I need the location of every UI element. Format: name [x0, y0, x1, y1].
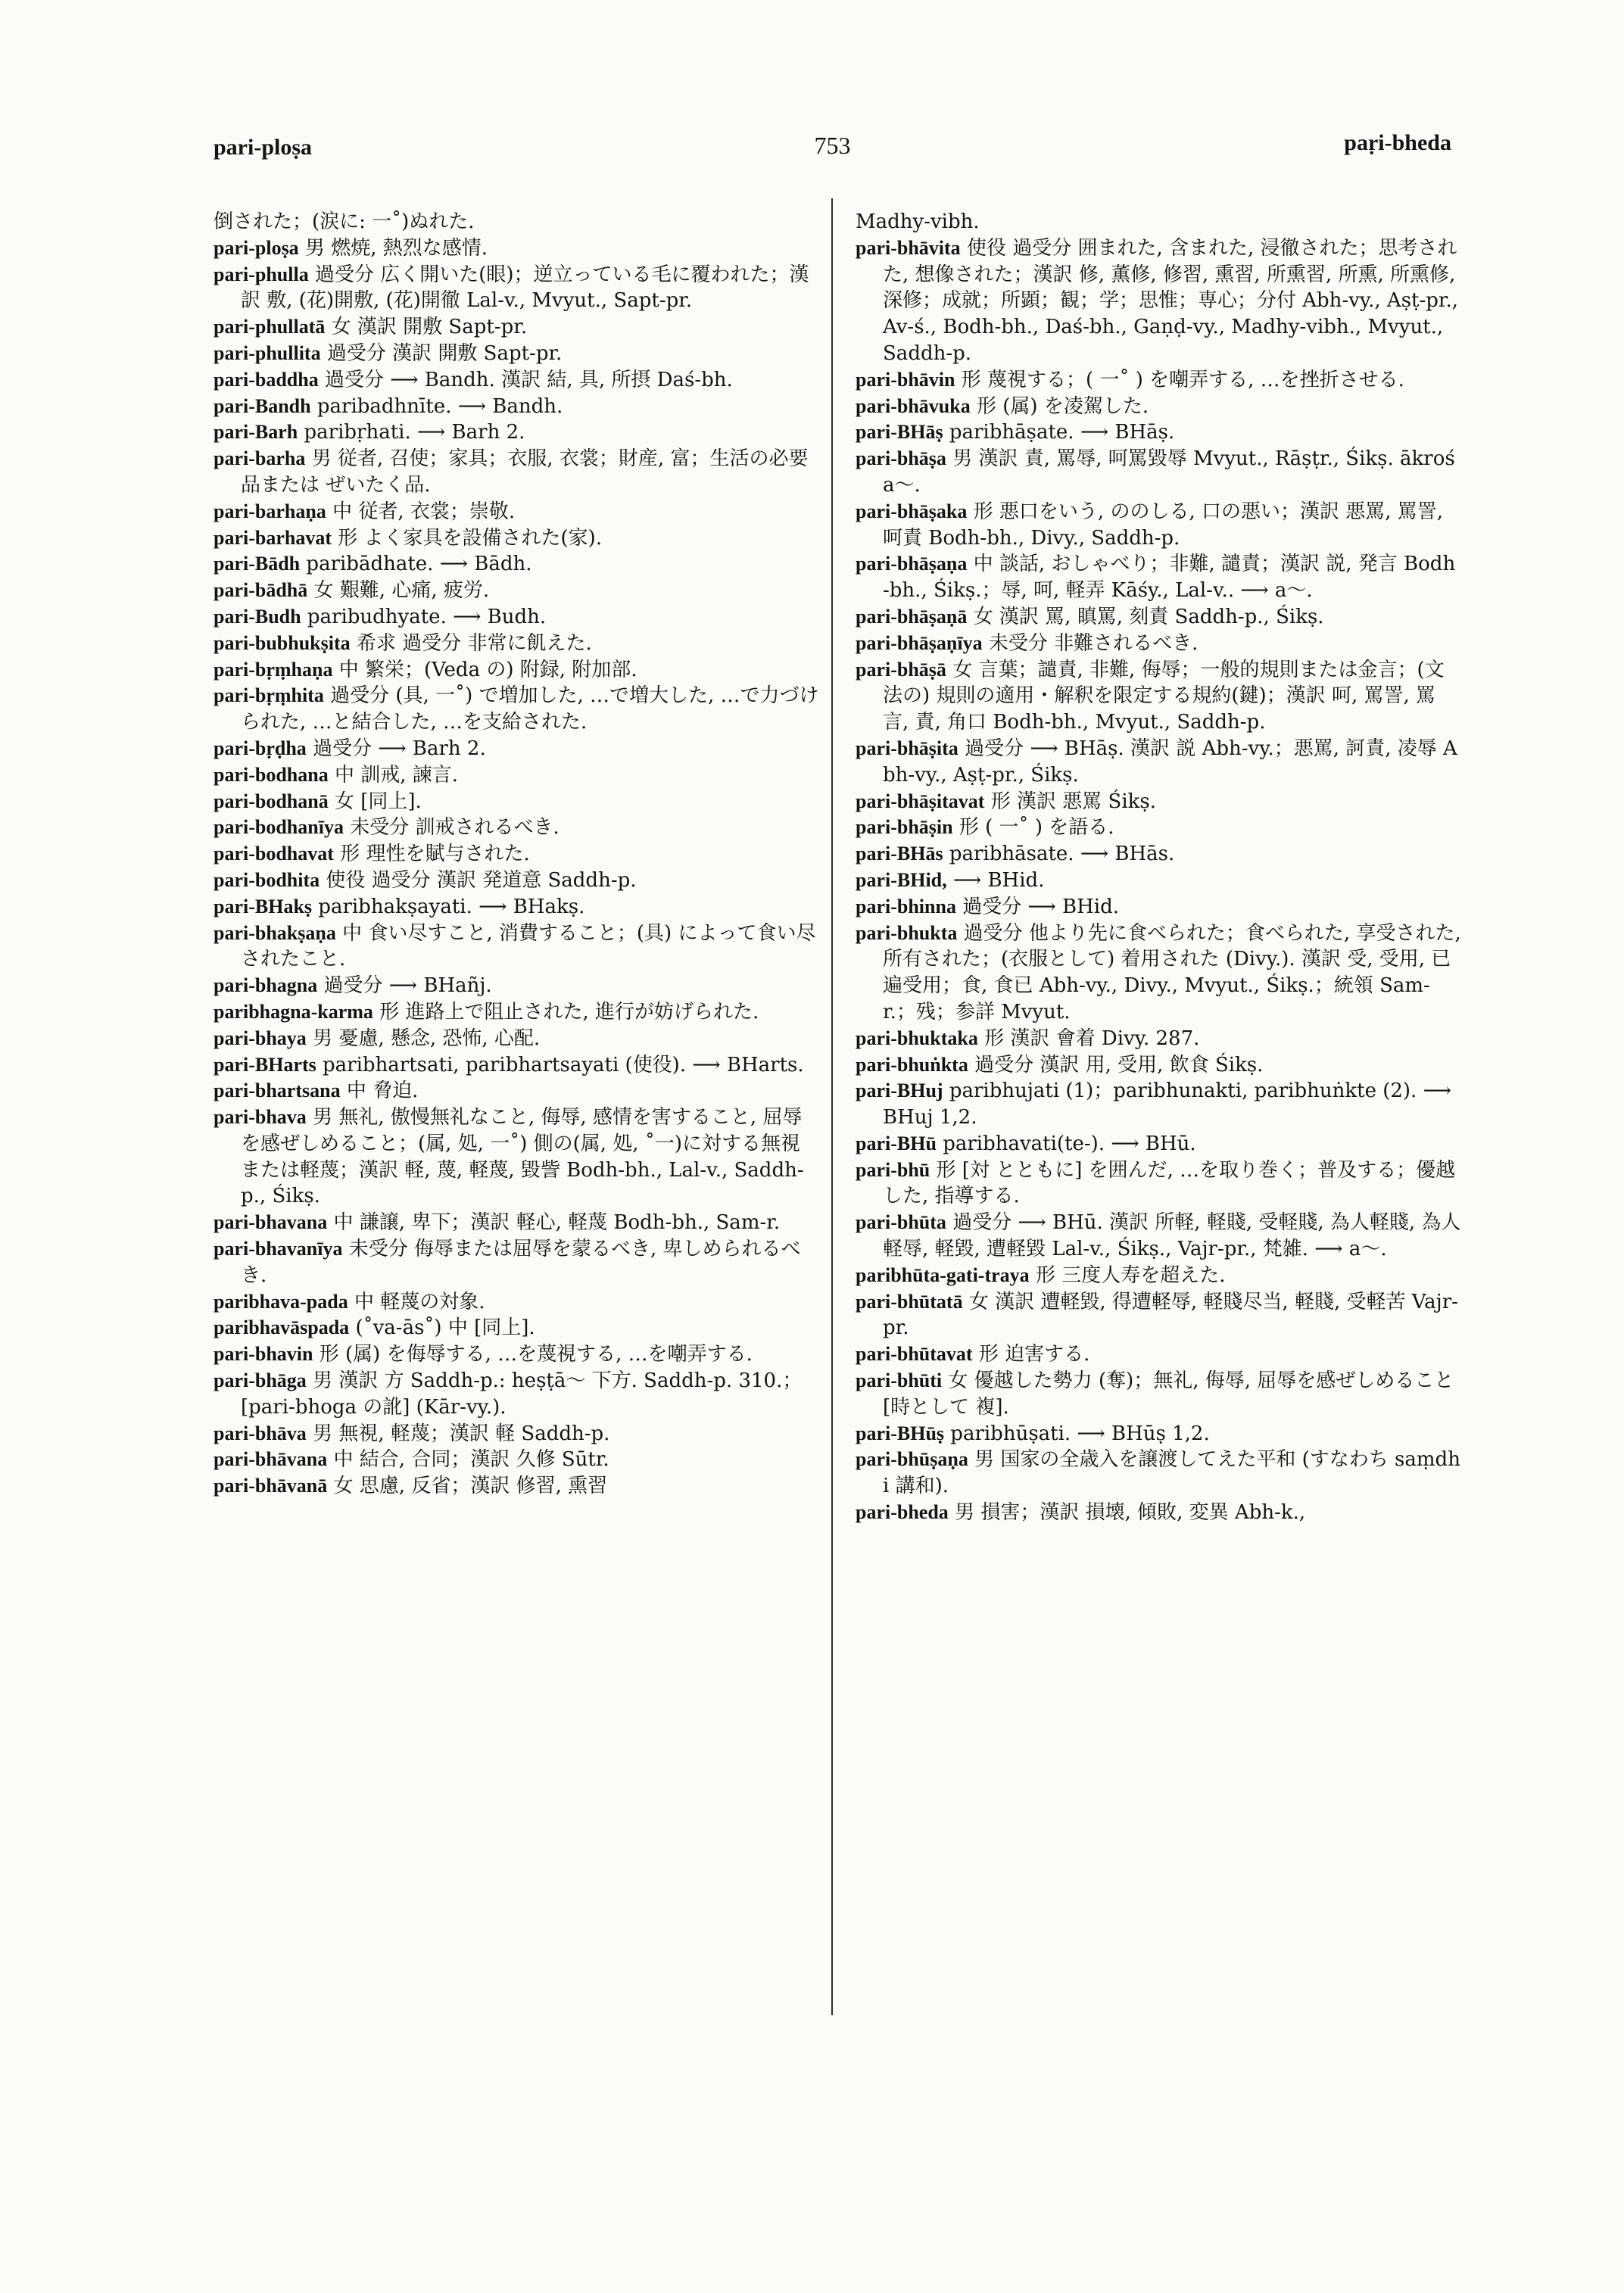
entry-definition: paribhartsati, paribhartsayati (使役). ⟶ BHarts. — [323, 1053, 804, 1076]
entry-definition: 形 ( 一˚ ) を語る. — [959, 816, 1114, 840]
entry-definition: 中 訓戒, 諫言. — [335, 763, 459, 787]
entry-definition: paribhāsate. ⟶ BHās. — [949, 843, 1175, 866]
dictionary-entry — [214, 446, 819, 499]
dictionary-entry — [856, 1078, 1461, 1131]
entry-headword: pari-barhavat — [214, 526, 332, 549]
entry-definition: 希求 過受分 非常に飢えた. — [356, 631, 592, 655]
entry-definition: 未受分 非難されるべき. — [988, 631, 1199, 655]
entry-headword: pari-phullita — [214, 341, 321, 364]
entry-definition: 女 優越した勢力 (奪)；無礼, 侮辱, 屈辱を感ぜしめること [時として 複]. — [883, 1369, 1454, 1419]
entry-definition: 形 漢訳 悪罵 Śikṣ. — [990, 790, 1157, 813]
entry-headword: pari-bhāṣaka — [856, 500, 968, 522]
dictionary-entry — [856, 604, 1461, 631]
entry-headword: pari-bhavana — [214, 1211, 328, 1234]
entry-headword: pari-phulla — [214, 263, 309, 285]
entry-headword: paribhavāspada — [214, 1316, 350, 1339]
dictionary-entry — [856, 1447, 1461, 1500]
dictionary-entry — [214, 1104, 819, 1210]
dictionary-entry — [214, 314, 819, 341]
dictionary-entry — [856, 1157, 1461, 1210]
entry-headword: pari-bhuṅkta — [856, 1053, 968, 1076]
dictionary-entry — [214, 604, 819, 631]
dictionary-entry — [856, 367, 1461, 394]
entry-headword: paribhava-pada — [214, 1290, 348, 1313]
entry-headword: pari-bheda — [856, 1501, 949, 1524]
dictionary-entry — [214, 894, 819, 921]
entry-headword: pari-bhinna — [856, 895, 956, 918]
entry-definition: 女 漢訳 罵, 瞋罵, 刻責 Saddh-p., Śikṣ. — [973, 605, 1324, 628]
entry-headword: pari-phullatā — [214, 316, 326, 338]
entry-headword: pari-BHarts — [214, 1053, 316, 1076]
dictionary-entry — [214, 815, 819, 841]
dictionary-entry — [856, 551, 1461, 604]
entry-headword: pari-bhāvin — [856, 368, 955, 391]
dictionary-entry — [214, 1473, 819, 1500]
dictionary-entry — [214, 235, 819, 262]
dictionary-entry — [856, 631, 1461, 657]
entry-headword: pari-bhāṣitavat — [856, 790, 985, 812]
entry-headword: pari-bhuktaka — [856, 1027, 978, 1049]
dictionary-entry — [856, 1368, 1461, 1421]
dictionary-entry — [856, 1026, 1461, 1052]
entry-headword: pari-bodhanā — [214, 790, 329, 812]
entry-headword: pari-bhava — [214, 1106, 307, 1129]
entry-headword: pari-bṛḍha — [214, 737, 307, 759]
entry-headword: pari-bhāṣaṇīya — [856, 631, 983, 654]
entry-definition: 中 繁栄；(Veda の) 附録, 附加部. — [338, 658, 637, 681]
entry-definition: 中 謙譲, 卑下；漢訳 軽心, 軽蔑 Bodh-bh., Sam-r. — [333, 1211, 781, 1235]
dictionary-entry — [214, 1447, 819, 1473]
entry-definition: 男 無礼, 傲慢無礼なこと, 侮辱, 感情を害すること, 屈辱を感ぜしめること；(属, 処, 一˚) 側の(属, 処, ˚一)に対する無視または軽蔑；漢訳 軽, 蔑, 軽蔑, 毀訾 Bodh-bh., Lal-v., Saddh-p., Śikṣ. — [241, 1106, 804, 1208]
entry-headword: pari-bhavin — [214, 1343, 313, 1366]
dictionary-entry — [214, 973, 819, 999]
entry-definition: 男 無視, 軽蔑；漢訳 軽 Saddh-p. — [313, 1422, 610, 1445]
dictionary-entry — [856, 921, 1461, 1026]
dictionary-entry — [214, 657, 819, 684]
entry-definition: (˚va-ās˚) 中 [同上]. — [355, 1316, 535, 1340]
dictionary-entry — [214, 1052, 819, 1079]
dictionary-entry — [214, 1421, 819, 1447]
dictionary-entry — [856, 499, 1461, 552]
entry-definition: 女 [同上]. — [335, 790, 422, 813]
entry-headword: pari-bhavanīya — [214, 1238, 343, 1260]
entry-definition: paribādhate. ⟶ Bādh. — [306, 553, 532, 576]
dictionary-entry — [856, 789, 1461, 815]
entry-definition: paribhakṣayati. ⟶ BHakṣ. — [318, 895, 585, 918]
entry-headword: pari-bṛṃhita — [214, 684, 324, 707]
entry-definition: 男 国家の全歳入を譲渡してえた平和 (すなわち saṃdhi 講和). — [883, 1448, 1460, 1498]
entry-definition: 形 進路上で阻止された, 進行が妨げられた. — [379, 1000, 759, 1023]
entry-headword: pari-Barh — [214, 421, 298, 444]
dictionary-entry — [856, 1421, 1461, 1447]
entry-headword: pari-bhūtatā — [856, 1290, 963, 1313]
entry-definition: 中 結合, 合同；漢訳 久修 Sūtr. — [333, 1448, 609, 1472]
entry-definition: paribṛhati. ⟶ Barh 2. — [304, 421, 525, 444]
entry-headword: pari-barha — [214, 447, 306, 470]
page-header — [214, 129, 1451, 174]
entry-headword: pari-bhaya — [214, 1027, 307, 1049]
entry-definition: 男 憂慮, 懸念, 恐怖, 心配. — [313, 1027, 541, 1050]
entry-headword: pari-bhukta — [856, 921, 958, 944]
dictionary-entry — [856, 815, 1461, 841]
dictionary-entry — [856, 1263, 1461, 1289]
entry-definition: 中 従者, 衣裳；崇敬. — [332, 500, 516, 523]
entry-headword: pari-bhāvita — [856, 236, 961, 259]
dictionary-entry — [214, 341, 819, 367]
entry-headword: pari-bhartsana — [214, 1080, 341, 1102]
entry-definition: 形 漢訳 會着 Divy. 287. — [984, 1027, 1200, 1050]
dictionary-entry — [214, 631, 819, 657]
entry-definition: ⟶ BHid. — [952, 868, 1045, 892]
entry-headword: pari-Bandh — [214, 394, 311, 417]
entry-headword: pari-bodhita — [214, 868, 320, 891]
entry-headword: pari-bhāvana — [214, 1448, 328, 1471]
entry-headword: pari-bhāṣin — [856, 816, 953, 839]
dictionary-entry — [214, 367, 819, 394]
dictionary-entry — [214, 419, 819, 446]
entry-headword: pari-bodhanīya — [214, 816, 344, 839]
dictionary-entry — [856, 235, 1461, 367]
entry-headword: pari-bhūṣaṇa — [856, 1448, 968, 1471]
entry-definition: 形 蔑視する；( 一˚ ) を嘲弄する, …を挫折させる. — [961, 368, 1404, 391]
dictionary-entry — [214, 1026, 819, 1052]
right-column — [856, 209, 1461, 1526]
dictionary-entry — [856, 1131, 1461, 1157]
entry-headword: pari-bhūta — [856, 1211, 946, 1234]
entry-definition: 形 [対 とともに] を囲んだ, …を取り巻く；普及する；優越した, 指導する. — [883, 1158, 1456, 1208]
entry-definition: 形 三度人寿を超えた. — [1035, 1263, 1226, 1287]
dictionary-entry — [214, 1236, 819, 1289]
entry-definition: 過受分 ⟶ Bandh. 漢訳 結, 具, 所摂 Daś-bh. — [325, 368, 733, 391]
entry-headword: pari-BHāṣ — [856, 421, 943, 444]
entry-definition: paribhāṣate. ⟶ BHāṣ. — [949, 421, 1175, 444]
entry-definition: paribhavati(te-). ⟶ BHū. — [943, 1132, 1196, 1155]
dictionary-entry — [856, 657, 1461, 736]
dictionary-entry — [856, 419, 1461, 446]
dictionary-entry — [856, 1052, 1461, 1079]
entry-definition: 男 漢訳 方 Saddh-p.: heṣṭā～ 下方. Saddh-p. 310.；[pari-bhoga の訛] (Kār-vy.). — [241, 1369, 803, 1419]
entry-definition: 形 (属) を凌駕した. — [977, 394, 1149, 418]
dictionary-entry — [214, 394, 819, 420]
entry-definition: 男 従者, 召使；家具；衣服, 衣裳；財産, 富；生活の必要品または ぜいたく品. — [241, 447, 809, 497]
dictionary-entry — [856, 394, 1461, 420]
entry-definition: paribudhyate. ⟶ Budh. — [307, 605, 547, 628]
entry-definition: 中 食い尽すこと, 消費すること；(具) によって食い尽されたこと. — [241, 921, 816, 971]
entry-headword: pari-bhāva — [214, 1422, 307, 1444]
entry-definition: 過受分 漢訳 用, 受用, 飲食 Śikṣ. — [974, 1053, 1264, 1076]
entry-headword: paribhagna-karma — [214, 1000, 373, 1023]
entry-definition: Madhy-vibh. — [856, 210, 980, 233]
dictionary-entry — [214, 841, 819, 868]
dictionary-entry — [214, 1341, 819, 1368]
dictionary-entry — [856, 736, 1461, 789]
entry-definition: 過受分 ⟶ BHid. — [962, 895, 1120, 918]
dictionary-entry — [856, 209, 1461, 235]
entry-definition: 形 よく家具を設備された(家). — [338, 526, 603, 550]
dictionary-entry — [214, 1289, 819, 1316]
entry-definition: 女 漢訳 開敷 Sapt-pr. — [331, 316, 528, 339]
entry-definition: 女 艱難, 心痛, 疲労. — [313, 579, 490, 603]
entry-headword: pari-bodhana — [214, 763, 329, 786]
entry-headword: pari-bṛṃhaṇa — [214, 658, 333, 681]
dictionary-entry — [214, 921, 819, 974]
dictionary-entry — [214, 736, 819, 762]
dictionary-entry — [214, 525, 819, 552]
dictionary-entry — [214, 1078, 819, 1104]
entry-headword: pari-barhaṇa — [214, 500, 326, 522]
entry-headword: pari-bhāṣa — [856, 447, 946, 470]
entry-definition: 中 談話, おしゃべり；非難, 譴責；漢訳 説, 発言 Bodh-bh., Śikṣ.；辱, 呵, 軽弄 Kāśy., Lal-v.. ⟶ a～. — [883, 553, 1456, 603]
dictionary-entry — [856, 1500, 1461, 1526]
dictionary-entry — [214, 1210, 819, 1236]
entry-definition: 女 言葉；譴責, 非難, 侮辱；一般的規則または金言；(文法の) 規則の適用・解釈を限定する規約(鍵)；漢訳 呵, 罵詈, 罵言, 責, 角口 Bodh-bh., Mvyut., Saddh-p. — [883, 658, 1445, 734]
entry-headword: pari-bhāṣita — [856, 737, 959, 759]
entry-definition: 過受分 他より先に食べられた；食べられた, 享受された, 所有された；(衣服として) 着用された (Divy.). 漢訳 受, 受用, 已遍受用；食, 食已 Abh-vy., Divy., Mvyut., Śikṣ.；統領 Sam-r.；残；参詳 Mvyut. — [883, 921, 1461, 1023]
entry-headword: pari-bhāga — [214, 1369, 307, 1392]
entry-headword: pari-BHakṣ — [214, 895, 313, 918]
entry-definition: paribadhnīte. ⟶ Bandh. — [316, 394, 563, 418]
entry-definition: 形 (属) を侮辱する, …を蔑視する, …を嘲弄する. — [319, 1343, 753, 1366]
dictionary-entry — [214, 868, 819, 894]
entry-definition: 女 思慮, 反省；漢訳 修習, 熏習 — [333, 1475, 608, 1498]
entry-headword: pari-bhāṣaṇa — [856, 553, 968, 575]
dictionary-entry — [214, 578, 819, 604]
entry-headword: pari-Budh — [214, 605, 301, 628]
entry-headword: pari-bhāṣā — [856, 658, 946, 681]
entry-definition: 過受分 (具, 一˚) で増加した, …で増大した, …で力づけられた, …と結合した, …を支給された. — [241, 684, 819, 734]
dictionary-entry — [214, 209, 819, 235]
dictionary-entry — [214, 762, 819, 789]
entry-definition: 形 理性を賦与された. — [340, 843, 530, 866]
entry-headword: pari-ploṣa — [214, 236, 299, 259]
entry-definition: 形 悪口をいう, ののしる, 口の悪い；漢訳 悪罵, 罵詈, 呵責 Bodh-bh., Divy., Saddh-p. — [883, 500, 1444, 550]
entry-definition: 使役 過受分 囲まれた, 含まれた, 浸徹された；思考された, 想像された；漢訳 修, 薫修, 修習, 熏習, 所熏習, 所熏, 所熏修, 深修；成就；所顕；観；学；思惟；専心；分付 Abh-vy., Aṣṭ-pr., Av-ś., Bodh-bh., Daś-bh., Gaṇḍ-vy., Madhy-vibh., Mvyut., Saddh-p. — [883, 236, 1459, 365]
entry-headword: pari-bhāṣaṇā — [856, 605, 968, 628]
dictionary-entry — [856, 894, 1461, 921]
entry-definition: 倒された；(涙に: 一˚)ぬれた. — [214, 210, 475, 233]
entry-headword: pari-BHās — [856, 843, 943, 865]
entry-headword: pari-bubhukṣita — [214, 631, 351, 654]
entry-definition: 未受分 訓戒されるべき. — [350, 816, 560, 840]
left-column — [214, 209, 819, 1500]
entry-headword: paribhūta-gati-traya — [856, 1263, 1030, 1286]
entry-headword: pari-bādhā — [214, 579, 308, 602]
entry-definition: 使役 過受分 漢訳 発道意 Saddh-p. — [326, 868, 637, 892]
entry-definition: 男 損害；漢訳 損壊, 傾敗, 変異 Abh-k., — [955, 1501, 1306, 1525]
dictionary-entry — [214, 789, 819, 815]
entry-definition: 女 漢訳 遭軽毀, 得遭軽辱, 軽賤尽当, 軽賤, 受軽苦 Vajr-pr. — [883, 1290, 1458, 1340]
entry-headword: pari-bhakṣaṇa — [214, 921, 336, 944]
dictionary-entry — [856, 868, 1461, 894]
running-head-left: pari-ploṣa — [214, 135, 313, 160]
dictionary-entry — [214, 683, 819, 736]
entry-definition: 形 迫害する. — [978, 1343, 1090, 1366]
entry-definition: 過受分 広く開いた(眼)；逆立っている毛に覆われた；漢訳 敷, (花)開敷, (花)開徹 Lal-v., Mvyut., Sapt-pr. — [241, 263, 809, 313]
page-number: 753 — [814, 132, 851, 159]
entry-definition: paribhūṣati. ⟶ BHūṣ 1,2. — [950, 1422, 1210, 1445]
dictionary-entry — [856, 1210, 1461, 1263]
entry-headword: pari-BHuj — [856, 1080, 943, 1102]
entry-headword: pari-bhāvanā — [214, 1475, 328, 1497]
entry-definition: 過受分 ⟶ BHāṣ. 漢訳 説 Abh-vy.；悪罵, 訶責, 凌辱 Abh-vy., Aṣṭ-pr., Śikṣ. — [883, 737, 1457, 787]
entry-headword: pari-BHū — [856, 1132, 937, 1154]
entry-headword: pari-bhāvuka — [856, 394, 971, 417]
entry-headword: pari-BHid, — [856, 868, 947, 891]
entry-headword: pari-BHūṣ — [856, 1422, 945, 1444]
dictionary-entry — [214, 1368, 819, 1421]
dictionary-entry — [214, 551, 819, 578]
entry-definition: 過受分 ⟶ Barh 2. — [313, 737, 486, 760]
entry-definition: 未受分 侮辱または屈辱を蒙るべき, 卑しめられるべき. — [241, 1238, 801, 1287]
dictionary-entry — [214, 499, 819, 525]
dictionary-entry — [856, 1341, 1461, 1368]
dictionary-entry — [214, 999, 819, 1026]
entry-definition: 男 燃焼, 熱烈な感情. — [304, 236, 488, 260]
running-head-right: paṛi-bheda — [1344, 130, 1451, 155]
entry-definition: 男 漢訳 責, 罵辱, 呵罵毀辱 Mvyut., Rāṣṭr., Śikṣ. ākrośa～. — [883, 447, 1455, 497]
entry-headword: pari-Bādh — [214, 553, 301, 575]
entry-headword: pari-bhū — [856, 1158, 930, 1181]
column-divider — [831, 198, 833, 2015]
entry-headword: pari-baddha — [214, 368, 319, 391]
entry-definition: 中 軽蔑の対象. — [354, 1290, 485, 1313]
entry-definition: 過受分 漢訳 開敷 Sapt-pr. — [326, 341, 563, 365]
dictionary-entry — [856, 841, 1461, 868]
dictionary-entry — [856, 1289, 1461, 1342]
entry-headword: pari-bhagna — [214, 974, 318, 997]
entry-definition: 過受分 ⟶ BHū. 漢訳 所軽, 軽賤, 受軽賤, 為人軽賤, 為人軽辱, 軽毀, 遭軽毀 Lal-v., Śikṣ., Vajr-pr., 梵雑. ⟶ a～. — [883, 1211, 1461, 1261]
entry-definition: paribhujati (1)；paribhunakti, paribhuṅkte (2). ⟶ BHuj 1,2. — [883, 1080, 1451, 1129]
dictionary-entry — [214, 1315, 819, 1341]
entry-definition: 中 脅迫. — [346, 1080, 419, 1103]
entry-headword: pari-bodhavat — [214, 843, 334, 865]
dictionary-entry — [856, 446, 1461, 499]
dictionary-entry — [214, 262, 819, 315]
entry-headword: pari-bhūti — [856, 1369, 943, 1392]
entry-definition: 過受分 ⟶ BHañj. — [323, 974, 492, 998]
entry-headword: pari-bhūtavat — [856, 1343, 973, 1366]
